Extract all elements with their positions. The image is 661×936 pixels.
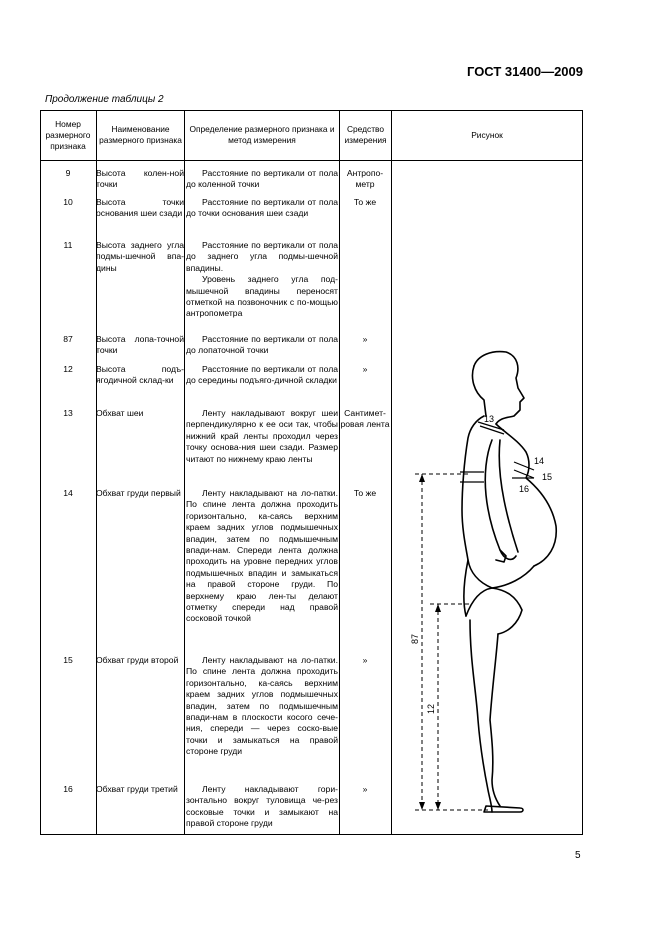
row-name: Обхват груди третий (96, 784, 178, 794)
head-back (472, 366, 486, 416)
row-definition: Расстояние по вертикали от пола до коленной точки (186, 168, 338, 190)
row-number: 16 (63, 784, 73, 794)
arm-outline (485, 440, 506, 562)
foot (484, 806, 523, 812)
column-header-number: Номер размерного признака (45, 118, 91, 151)
row-number: 11 (63, 240, 73, 250)
row-definition: Расстояние по вертикали от пола до заднего угла подмы-шечной впадины. Уровень заднего угла под-мышечной впадины переносят отметкой на позвоночник с по-мощью антропометра (186, 240, 338, 319)
arrow-head (419, 474, 425, 482)
row-number: 12 (63, 364, 73, 374)
chest-tape-marker (514, 470, 534, 478)
row-name: Обхват груди второй (96, 655, 179, 665)
row-name: Высота заднего угла подмы-шечной впа-дины (96, 240, 184, 273)
row-number: 15 (63, 655, 73, 665)
row-number: 10 (63, 197, 73, 207)
column-header-figure: Рисунок (471, 129, 503, 140)
arrow-head (435, 604, 441, 612)
row-definition: Ленту накладывают на ло-патки. По спине лента должна проходить горизонтально, ка-саясь верхним краем задних углов подмышечных впадин, затем по подмышечным впади-нам в плоскости косого сече-ния, спереди — через соско-вые точки и замыкаться на правой стороне груди (186, 655, 338, 757)
row-tool: То же (353, 488, 377, 498)
row-name: Высота точки основания шеи сзади (96, 197, 184, 219)
row-definition: Ленту накладывают гори-зонтально вокруг туловища че-рез сосковые точки и замыкают на правой стороне груди (186, 784, 338, 829)
figure-label-15: 15 (542, 472, 553, 482)
column-header-tool: Средство измерения (344, 124, 387, 145)
back-outline (462, 416, 484, 616)
front-leg (490, 634, 500, 806)
row-name: Обхват шеи (96, 408, 144, 418)
pelvis-front (492, 566, 534, 588)
column-header-definition: Определение размерного признака и метод измерения (189, 124, 335, 145)
row-definition: Расстояние по вертикали от пола до точки основания шеи сзади (186, 197, 338, 219)
row-tool: То же (353, 197, 377, 207)
arm-inner (499, 440, 518, 552)
row-tool: » (362, 784, 368, 794)
row-number: 13 (63, 408, 73, 418)
row-tool: » (362, 364, 368, 374)
row-tool: » (362, 655, 368, 665)
thigh-outline (466, 588, 522, 634)
row-name: Обхват груди первый (96, 488, 181, 498)
column-header-name: Наименование размерного признака (99, 124, 182, 145)
front-outline (496, 424, 556, 566)
figure-label-87: 87 (410, 633, 420, 644)
standard-code: ГОСТ 31400—2009 (467, 64, 583, 79)
row-number: 87 (63, 334, 73, 344)
figure-label-16: 16 (519, 484, 530, 494)
arrow-head (435, 802, 441, 810)
figure-label-14: 14 (534, 456, 545, 466)
row-tool: » (362, 334, 368, 344)
row-number: 14 (63, 488, 73, 498)
row-name: Высота колен-ной точки (96, 168, 184, 190)
figure-label-13: 13 (484, 414, 495, 424)
pelvis-back (468, 560, 492, 588)
arrow-head (419, 802, 425, 810)
back-leg (470, 620, 492, 812)
figure-label-12: 12 (426, 703, 436, 714)
row-definition: Расстояние по вертикали от пола до лопаточной точки (186, 334, 338, 356)
row-definition: Расстояние по вертикали от пола до середины подъяго-дичной складки (186, 364, 338, 386)
chest-tape-marker (514, 462, 534, 470)
table-continuation-caption: Продолжение таблицы 2 (45, 94, 164, 105)
head-outline (474, 352, 524, 424)
row-name: Высота лопа-точной точки (96, 334, 184, 356)
row-name: Высота подъ-ягодичной склад-ки (96, 364, 184, 386)
page-number: 5 (575, 850, 581, 861)
row-tool: Сантимет-ровая лента (340, 408, 390, 430)
row-tool: Антропо-метр (346, 168, 384, 190)
row-number: 9 (65, 168, 71, 178)
row-definition: Ленту накладывают вокруг шеи перпендикулярно к ее оси так, чтобы нижний край ленты проходил через точку основа-ния шеи сзади. Размер читают по нижнему краю ленты (186, 408, 338, 464)
row-definition: Ленту накладывают на ло-патки. По спине лента должна проходить горизонтально, ка-саясь верхним краем задних углов подмышечных впадин, затем по подмышечным впади-нам. Спереди лента должна проходить на уровне передних углов подмышечных впадин и замыкаться на правой стороне груди. По верхнему краю лен-ты делают отметку спереди над правой сосковой точкой (186, 488, 338, 624)
